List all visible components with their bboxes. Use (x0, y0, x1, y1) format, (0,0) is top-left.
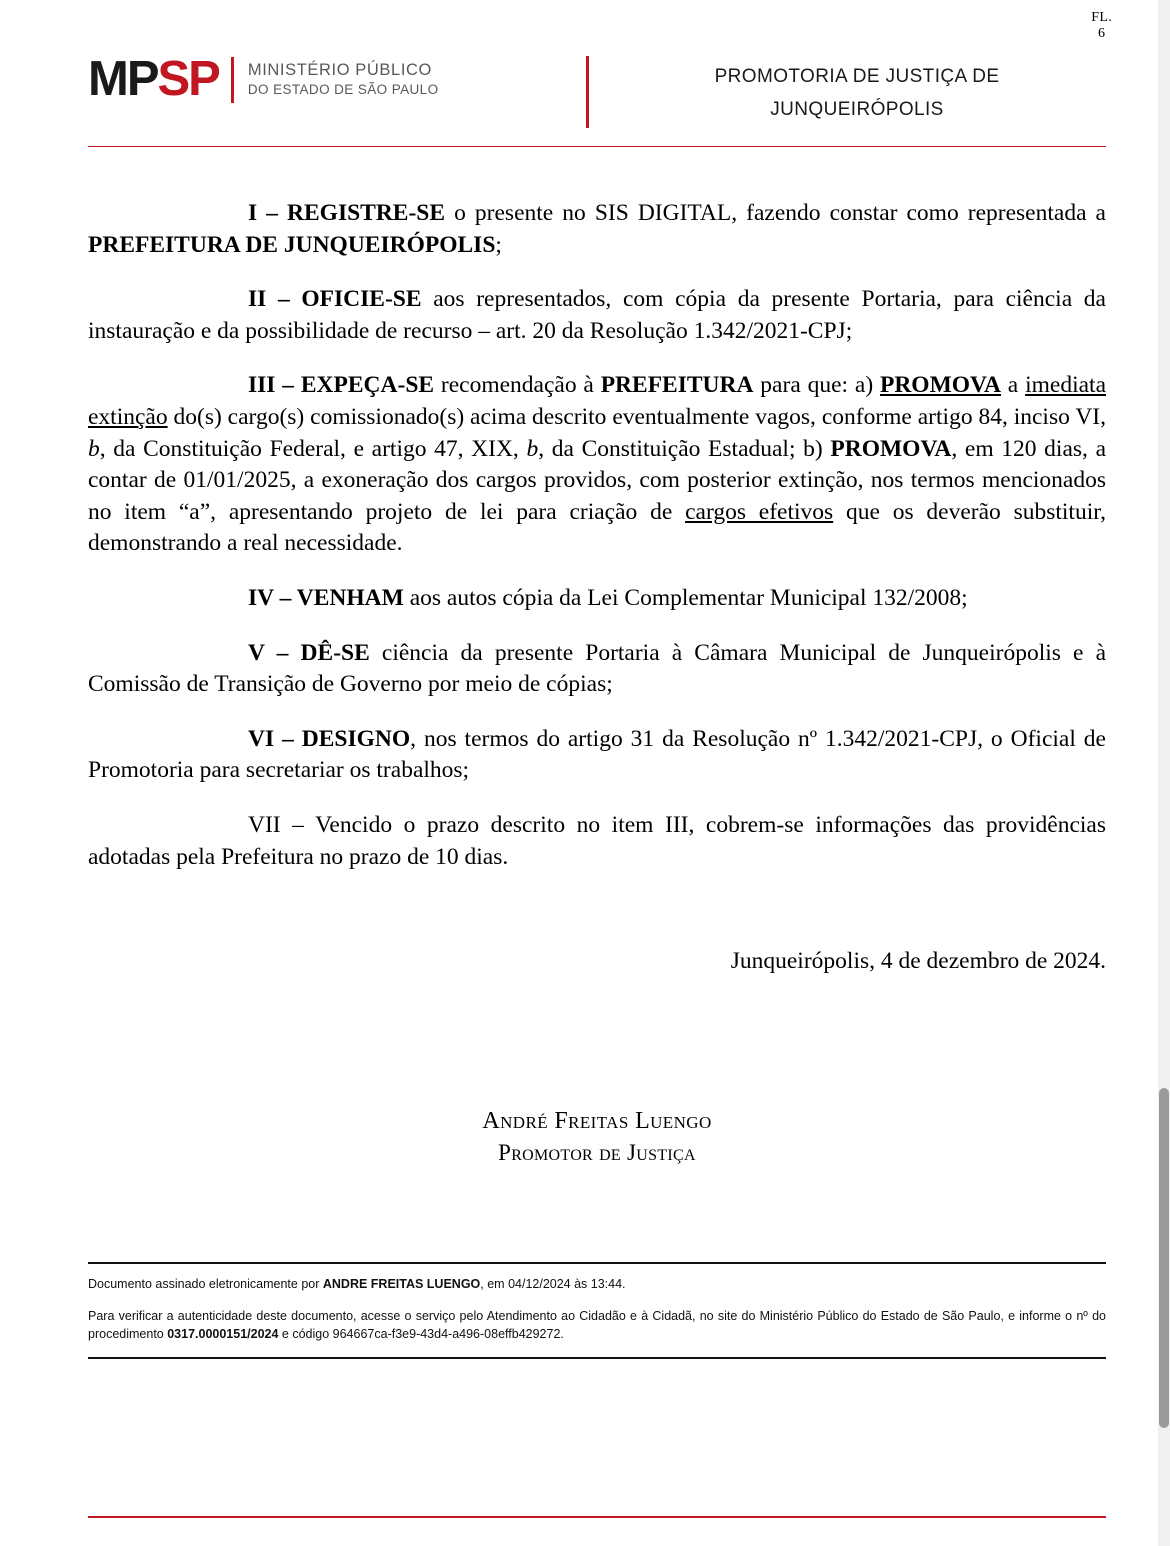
item-4-text-a: aos autos cópia da Lei Complementar Municipal 132/2008; (403, 584, 968, 611)
folio-label: FL. (1091, 10, 1112, 25)
item-3-text-h: que os deverão substituir, demonstrando a real necessidade. (88, 498, 1106, 557)
logo-sp-text: SP (157, 52, 219, 106)
footer-line2-suffix: e código 964667ca-f3e9-43d4-a496-08effb429272. (278, 1327, 564, 1342)
item-2-keyword: OFICIE-SE (301, 286, 422, 313)
item-3-italic-2: b (526, 435, 539, 462)
header-title-line2: JUNQUEIRÓPOLIS (770, 99, 944, 121)
footer-line1-suffix: , em 04/12/2024 às 13:44. (480, 1277, 626, 1291)
logo-subtitle-line1: MINISTÉRIO PÚBLICO (247, 60, 432, 79)
header-horizontal-rule (88, 146, 1106, 147)
paragraph-item-6 (88, 724, 1106, 787)
scrollbar-thumb[interactable] (1159, 1088, 1169, 1428)
paragraph-item-2 (88, 284, 1106, 347)
item-6-number: VI – (248, 725, 302, 752)
footer-line1-prefix: Documento assinado eletronicamente por (88, 1277, 323, 1291)
item-4-keyword: VENHAM (296, 584, 404, 611)
document-header (88, 52, 1106, 127)
footer-verification-note (88, 1307, 1106, 1343)
logo-subtitle (248, 60, 439, 100)
item-3-keyword-4: PROMOVA (830, 435, 952, 462)
item-3-italic-1: b (88, 435, 100, 462)
header-vertical-rule (586, 56, 589, 128)
logo-subtitle-line2: DO ESTADO DE SÃO PAULO (247, 82, 439, 98)
item-3-text-d: do(s) cargo(s) comissionado(s) acima descrito eventualmente vagos, conforme artigo 84, inciso VI, (167, 403, 1106, 430)
paragraph-item-7 (88, 810, 1106, 873)
signatory-role: Promotor de Justiça (498, 1140, 696, 1166)
footer-procedure-number: 0317.0000151/2024 (167, 1327, 279, 1342)
item-2-number: II – (248, 286, 302, 313)
logo-divider (231, 57, 234, 103)
mpsp-logo (88, 52, 439, 106)
footer-signature-note (88, 1276, 1106, 1294)
footer-rule-bottom (88, 1357, 1106, 1359)
folio-number (1091, 10, 1112, 42)
item-3-keyword: EXPEÇA-SE (300, 372, 435, 399)
signature-block (88, 1105, 1106, 1168)
item-3-underline-2: cargos efetivos (685, 498, 834, 525)
item-5-text-a: ciência da presente Portaria à Câmara Municipal de Junqueirópolis e à Comissão de Transição de Governo por meio de cópias; (88, 639, 1106, 698)
paragraph-item-4 (88, 583, 1106, 615)
item-3-text-f: , da Constituição Estadual; b) (538, 435, 831, 462)
footer-rule-accent (88, 1516, 1106, 1518)
item-1-text-b: ; (495, 231, 502, 258)
item-7-text-a: Vencido o prazo descrito no item III, cobrem-se informações das providências adotadas pela Prefeitura no prazo de 10 dias. (88, 811, 1106, 870)
item-5-keyword: DÊ-SE (300, 639, 370, 666)
logo-mp-text: MP (88, 52, 158, 106)
item-3-text-e: , da Constituição Federal, e artigo 47, XIX, (99, 435, 527, 462)
item-3-text-g: , em 120 dias, a contar de 01/01/2025, a exoneração dos cargos providos, com posterior extinção, nos termos mencionados no item “a”, apresentando projeto de lei para criação de (88, 435, 1106, 525)
item-1-keyword-2: PREFEITURA DE JUNQUEIRÓPOLIS (88, 231, 496, 258)
item-3-text-b: para que: a) (753, 372, 880, 399)
item-3-keyword-2: PREFEITURA (600, 372, 754, 399)
header-title-line1: PROMOTORIA DE JUSTIÇA DE (714, 66, 1000, 87)
folio-value: 6 (1097, 26, 1106, 42)
item-1-text-a: o presente no SIS DIGITAL, fazendo constar como representada a (445, 200, 1106, 226)
item-3-keyword-3: PROMOVA (879, 372, 1001, 399)
item-3-number: III – (248, 372, 301, 399)
paragraph-item-3 (88, 370, 1106, 560)
footer-line2-prefix: Para verificar a autenticidade deste documento, acesse o serviço pelo Atendimento ao Cidadão e à Cidadã, no site do Ministério Público do Estado de São Paulo, e informe o nº do procedimento (88, 1309, 1106, 1342)
paragraph-item-5 (88, 638, 1106, 701)
signatory-name: André Freitas Luengo (482, 1108, 712, 1134)
item-1-keyword: REGISTRE-SE (287, 200, 446, 226)
paragraph-item-1 (88, 198, 1106, 261)
footer-signer-name: ANDRE FREITAS LUENGO (322, 1277, 481, 1291)
item-2-text-a: aos representados, com cópia da presente Portaria, para ciência da instauração e da possibilidade de recurso – art. 20 da Resolução 1.342/2021-CPJ; (88, 286, 1106, 344)
item-1-number: I – (248, 200, 288, 226)
item-3-underline-1: imediata extinção (88, 372, 1107, 430)
document-body (88, 198, 1106, 896)
item-6-text-a: , nos termos do artigo 31 da Resolução nº 1.342/2021-CPJ, o Oficial de Promotoria para secretariar os trabalhos; (88, 725, 1106, 784)
header-title (608, 60, 1106, 127)
item-5-number: V – (248, 639, 301, 666)
item-6-keyword: DESIGNO (301, 725, 411, 752)
mpsp-wordmark (88, 52, 219, 106)
item-4-number: IV – (248, 584, 297, 611)
item-7-number: VII – (248, 811, 316, 838)
item-3-text-c: a (1000, 372, 1026, 399)
footer-rule-top (88, 1262, 1106, 1264)
scrollbar-track[interactable] (1158, 0, 1170, 1546)
date-line: Junqueirópolis, 4 de dezembro de 2024. (730, 948, 1106, 974)
item-3-text-a: recomendação à (434, 372, 601, 399)
